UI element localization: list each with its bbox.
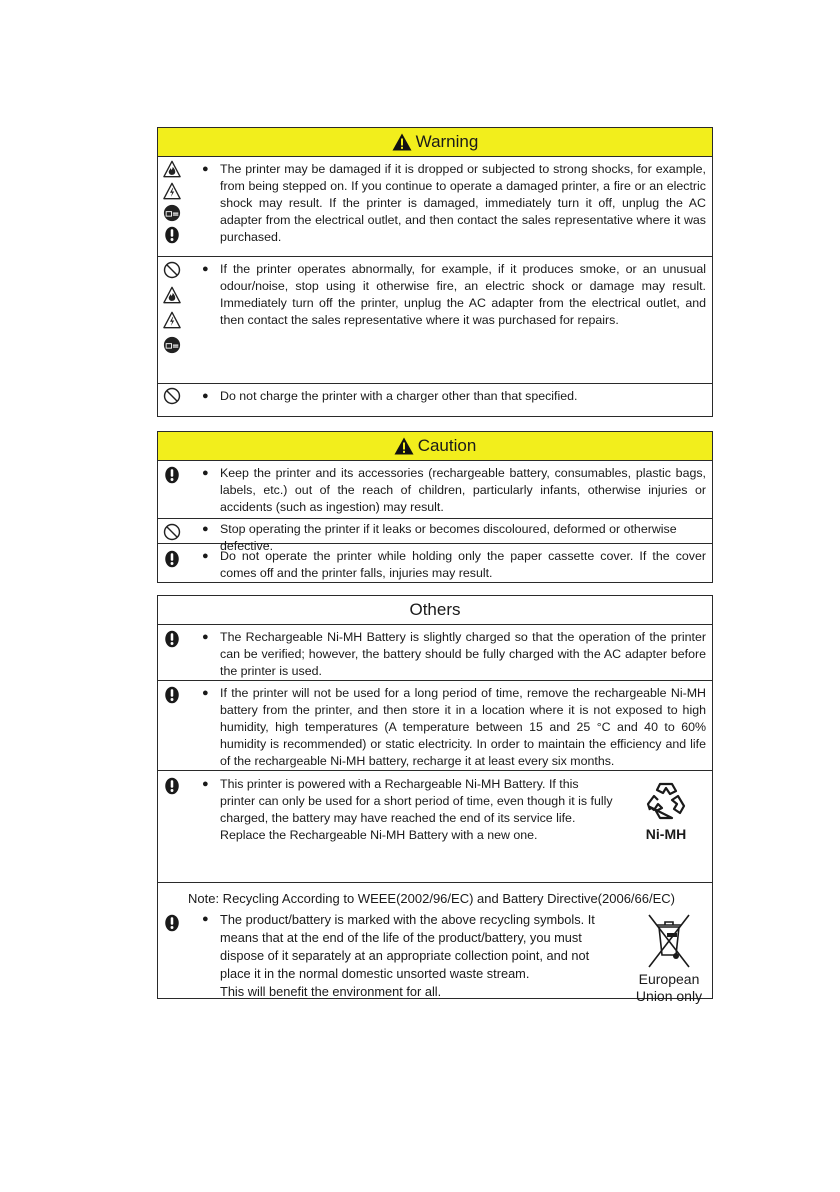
mandatory-action-icon [163,686,181,704]
warning-item [158,157,712,257]
ni-mh-recycle-mark [626,776,706,878]
caution-title: Caution [417,436,477,455]
recycling-note-title: Note: Recycling According to WEEE(2002/96/EC) and Battery Directive(2006/66/EC) [188,891,676,906]
crossed-out-bin-icon [645,911,693,971]
warning-item [158,257,712,384]
bullet: ● [202,550,209,562]
warning-item-text: Do not charge the printer with a charger other than that specified. [220,389,578,403]
recycling-note-benefit: This will benefit the environment for all. [220,984,442,999]
caution-header [158,432,712,461]
prohibited-icon [163,523,181,541]
bullet: ● [202,631,209,643]
warning-triangle-icon [392,133,412,151]
mandatory-action-icon [163,777,181,795]
unplug-icon [163,336,181,354]
others-header [158,596,712,625]
warning-title: Warning [415,132,479,151]
bullet: ● [202,390,209,402]
warning-triangle-icon [394,437,414,455]
eu-label-line2: Union only [635,988,703,1004]
warning-item-text: If the printer operates abnormally, for example, if it produces smoke, or an unusual odour/noise, stop using it otherwise fire, an electric shock or damage may result. Immediately turn off the printer, unplug the AC adapter from the electrical outlet, and then contact the sales representative where it was purchased for repairs. [220,262,706,327]
others-item-text: The Rechargeable Ni-MH Battery is slightly charged so that the operation of the printer can be verified; however, the battery should be fully charged with the AC adapter before the printer is used. [220,630,706,678]
caution-item-text: Keep the printer and its accessories (rechargeable battery, consumables, plastic bags, labels, etc.) out of the reach of children, particularly infants, otherwise injuries or accidents (such as ingestion) may result. [220,466,706,514]
fire-hazard-icon [163,160,181,178]
bullet: ● [202,263,209,275]
warning-item-text: The printer may be damaged if it is dropped or subjected to strong shocks, for example, from being stepped on. If you continue to operate a damaged printer, a fire or an electric shock may result. If the printer is damaged, immediately turn it off, unplug the AC adapter from the electrical outlet, and then contact the sales representative where it was purchased. [220,162,706,244]
electric-shock-icon [163,311,181,329]
mandatory-action-icon [163,226,181,244]
recycling-note-text: The product/battery is marked with the above recycling symbols. It means that at the end of the life of the product/battery, you must dispose of it separately at an appropriate collection point, and not place it in the normal domestic unsorted waste stream. [220,912,595,981]
others-item-text: If the printer will not be used for a long period of time, remove the rechargeable Ni-MH battery from the printer, and then store it in a location where it is not exposed to high humidity, high temperatures (A temperature between 15 and 25 °C and 40 to 60% humidity is recommended) or static electricity. In order to maintain the efficiency and life of the rechargeable Ni-MH battery, recharge it at least every six months. [220,686,706,768]
others-section [157,595,713,1004]
caution-item [158,461,712,519]
warning-item-icons [158,384,202,415]
prohibited-icon [163,261,181,279]
bullet: ● [202,913,209,925]
others-item [158,625,712,681]
others-item [158,681,712,771]
bullet: ● [202,467,209,479]
warning-item-icons [158,157,202,256]
recycling-note [158,883,712,1004]
warning-header [158,128,712,157]
warning-section [157,127,713,417]
unplug-icon [163,204,181,222]
others-item [158,771,712,883]
mandatory-action-icon [163,630,181,648]
ni-mh-label: Ni-MH [645,826,687,842]
caution-item-text: Do not operate the printer while holding only the paper cassette cover. If the cover comes off and the printer falls, injuries may result. [220,549,706,580]
mandatory-action-icon [163,914,181,932]
weee-mark [632,911,706,1005]
caution-item [158,519,712,553]
prohibited-icon [163,387,181,405]
bullet: ● [202,163,209,175]
others-item-text: This printer is powered with a Rechargeable Ni-MH Battery. If this printer can only be used for a short period of time, even though it is fully charged, the battery may have reached the end of its service life. Replace the Rechargeable Ni-MH Battery with a new one. [220,777,613,842]
caution-section [157,431,713,583]
eu-label-line1: European [638,971,700,987]
caution-item [158,544,712,582]
bullet: ● [202,778,209,790]
caution-item-text: Stop operating the printer if it leaks or becomes discoloured, deformed or otherwise defective. [220,522,677,553]
warning-item [158,384,712,415]
bullet: ● [202,687,209,699]
electric-shock-icon [163,182,181,200]
fire-hazard-icon [163,286,181,304]
warning-item-icons [158,257,202,383]
mandatory-action-icon [163,550,181,568]
bullet: ● [202,523,209,535]
mandatory-action-icon [163,466,181,484]
recycle-icon [644,780,688,824]
others-title: Others [409,600,461,619]
